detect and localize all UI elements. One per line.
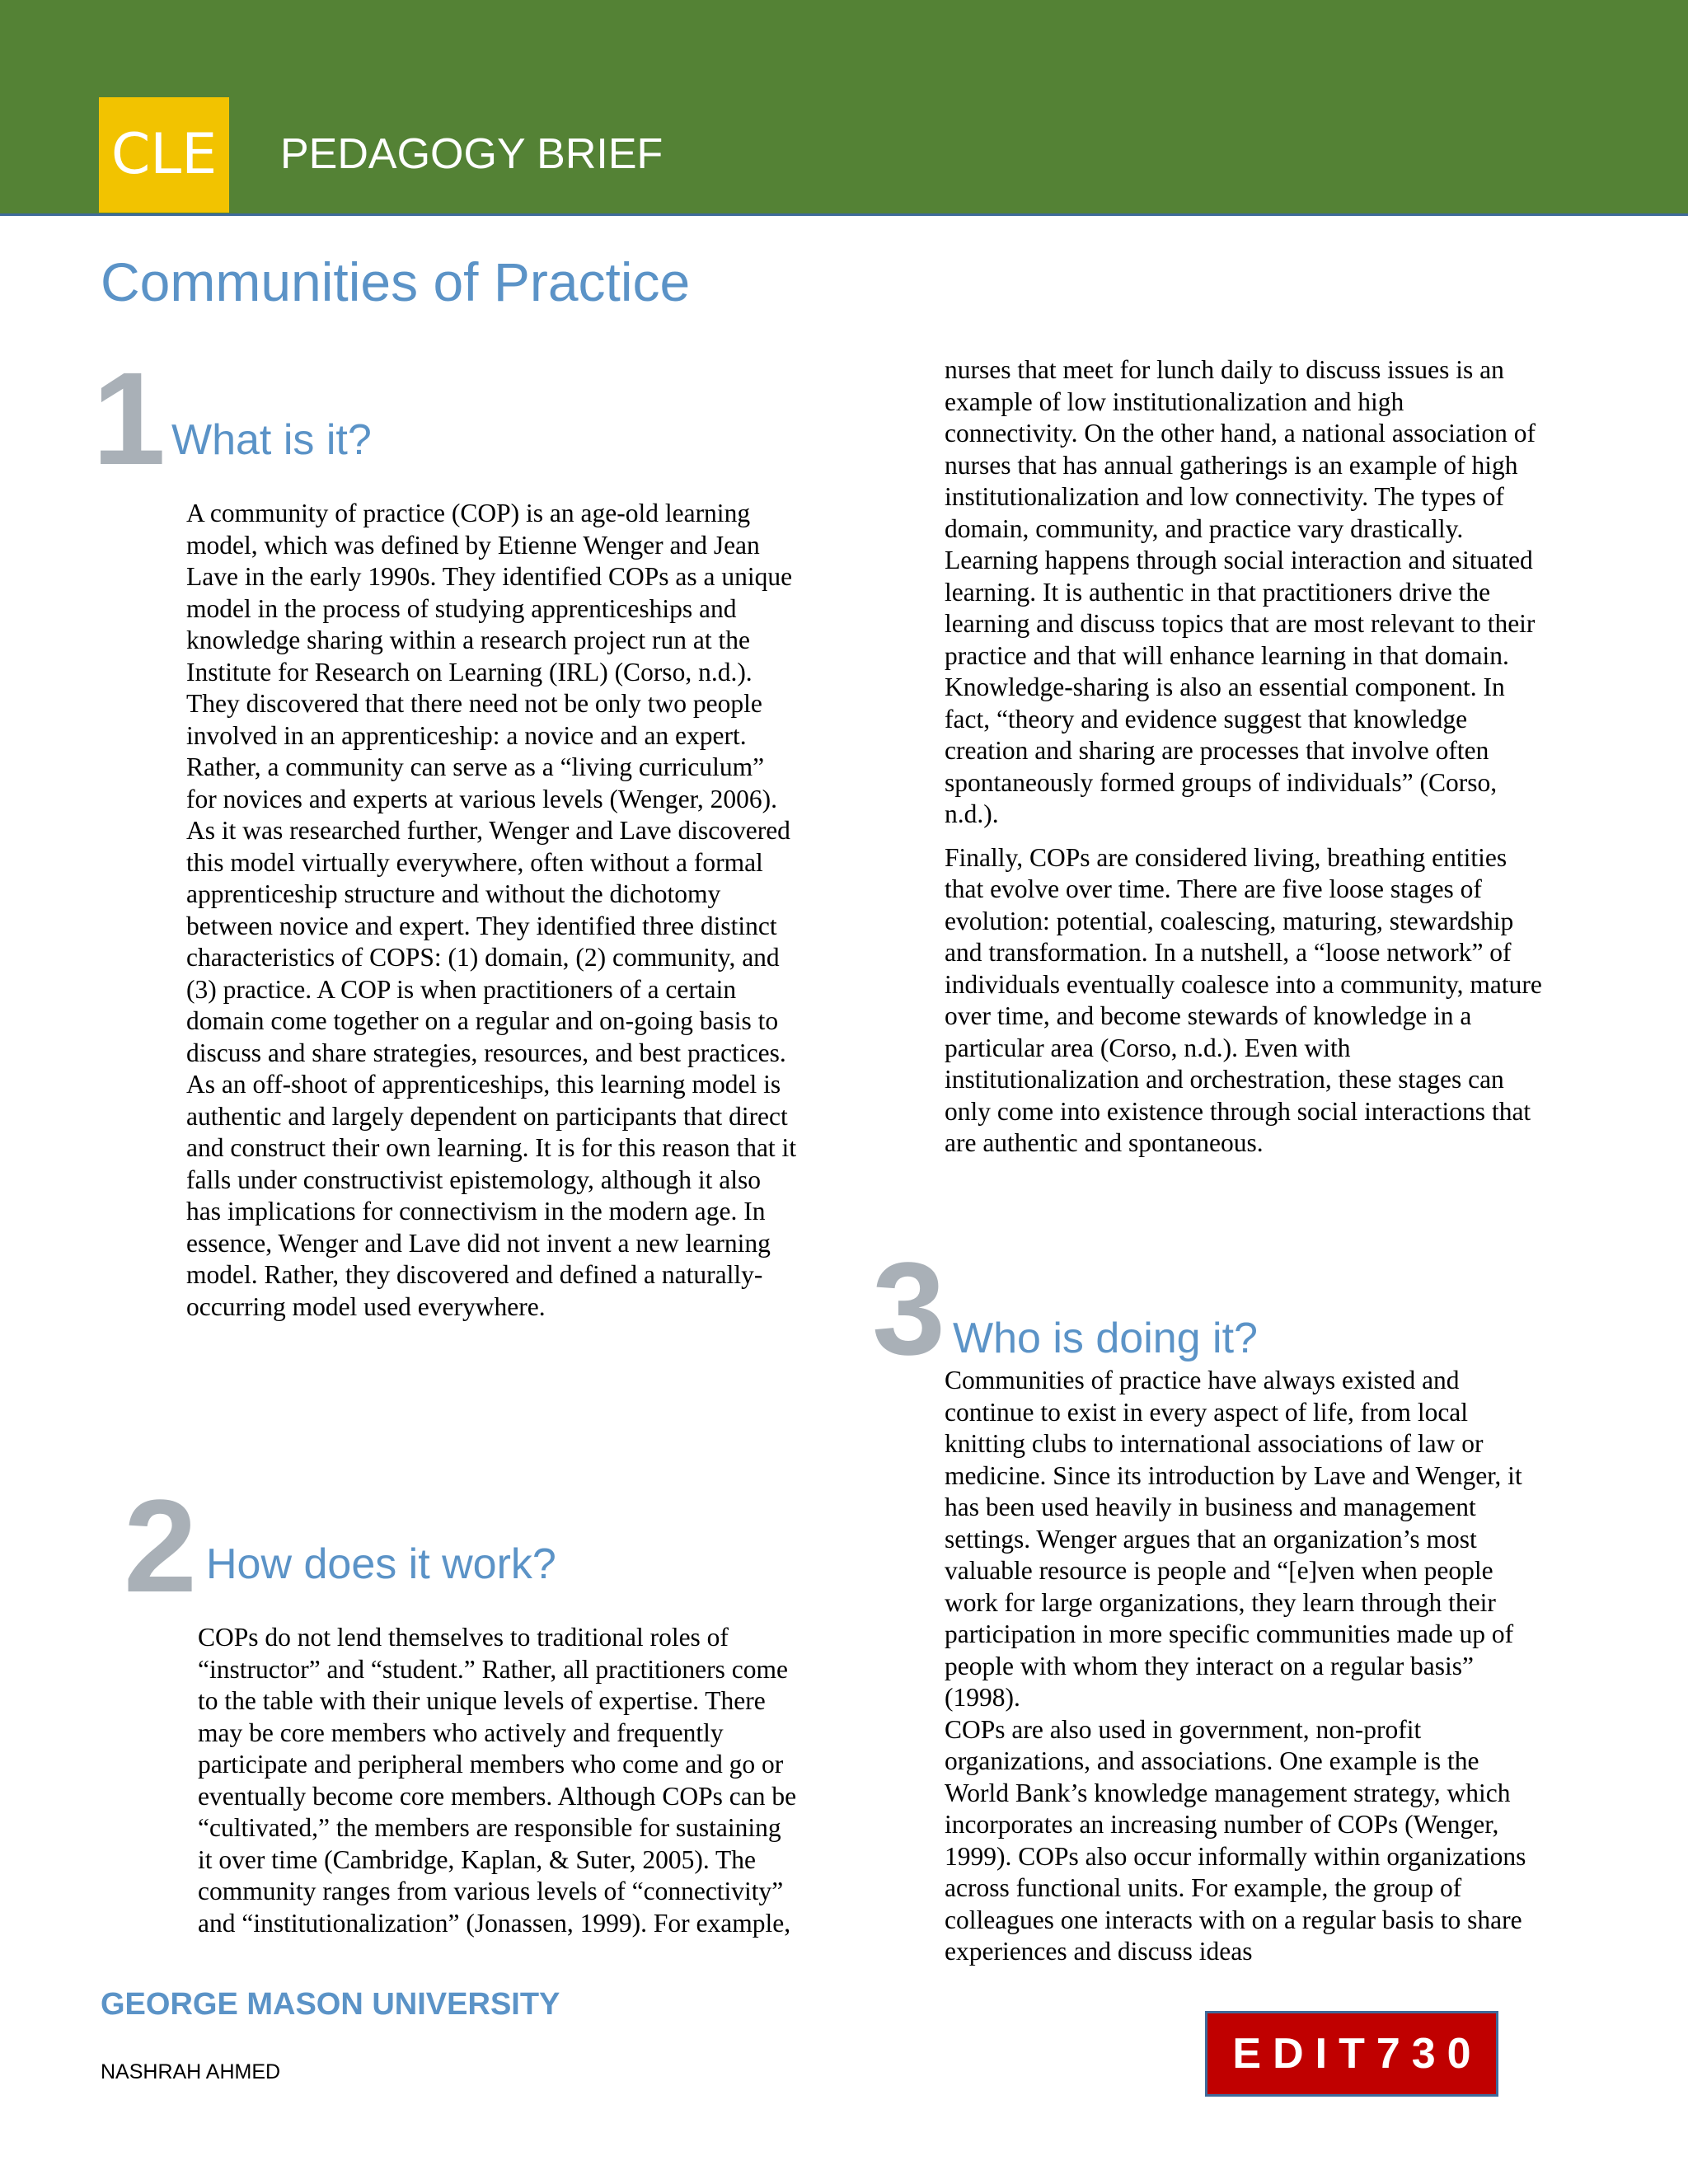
section-heading-2: How does it work? — [206, 1540, 556, 1588]
author-name: NASHRAH AHMED — [101, 2060, 281, 2083]
brief-label: PEDAGOGY BRIEF — [280, 130, 663, 178]
paragraph: Communities of practice have always existed and continue to exist in every aspect of life, from local knitting clubs to international associations of law or medicine. Since its introduction by Lave and Wenger, it has been used heavily in business and management settings. Wenger argues that an organization’s most valuable resource is people and “[e]ven when people work for large organizations, they learn through their participation in more specific communities made up of people with whom they interact on a regular basis” (1998). — [945, 1366, 1522, 1712]
section-2-continued — [945, 354, 1543, 1160]
page-title: Communities of Practice — [101, 251, 691, 312]
course-badge: EDIT730 — [1205, 2011, 1498, 2097]
university-name: GEORGE MASON UNIVERSITY — [101, 1987, 560, 2022]
header-banner — [0, 0, 1688, 216]
paragraph: Finally, COPs are considered living, breathing entities that evolve over time. There are five loose stages of evolution: potential, coalescing, maturing, stewardship and transformation. In a nutshell, a “loose network” of individuals eventually coalesce into a community, mature over time, and become stewards of knowledge in a particular area (Corso, n.d.). Even with institutionalization and orchestration, these stages can only come into existence through social interactions that are authentic and spontaneous. — [945, 842, 1542, 1157]
section-heading-3: Who is doing it? — [953, 1315, 1258, 1362]
section-number-1: 1 — [92, 344, 162, 492]
paragraph: A community of practice (COP) is an age-old learning model, which was defined by Etienne Wenger and Jean Lave in the early 1990s. They identified COPs as a unique model in the process of studying apprenticeships and knowledge sharing within a research project run at the Institute for Research on Learning (IRL) (Corso, n.d.). They discovered that there need not be only two people involved in an apprenticeship: a novice and an expert. Rather, a community can serve as a “living curriculum” for novices and experts at various levels (Wenger, 2006). As it was researched further, Wenger and Lave discovered this model virtually everywhere, often without a formal apprenticeship structure and without the dichotomy between novice and expert. They identified three distinct characteristics of COPS: (1) domain, (2) community, and (3) practice. A COP is when practitioners of a certain domain come together on a regular and on-going basis to discuss and share strategies, resources, and best practices. As an off-shoot of apprenticeships, this learning model is authentic and largely dependent on participants that direct and construct their own learning. It is for this reason that it falls under constructivist epistemology, although it also has implications for connectivism in the modern age. In essence, Wenger and Lave did not invent a new learning model. Rather, they discovered and defined a naturally-occurring model used everywhere. — [186, 499, 797, 1321]
section-heading-1: What is it? — [171, 416, 372, 464]
section-3-body — [945, 1365, 1543, 1968]
section-number-2: 2 — [124, 1472, 194, 1619]
cle-logo: CLE — [99, 97, 229, 213]
paragraph: nurses that meet for lunch daily to discuss issues is an example of low institutionalization and high connectivity. On the other hand, a national association of nurses that has annual gatherings is an example of high institutionalization and low connectivity. The types of domain, community, and practice vary drastically. Learning happens through social interaction and situated learning. It is authentic in that practitioners drive the learning and discuss topics that are most relevant to their practice and that will enhance learning in that domain. Knowledge-sharing is also an essential component. In fact, “theory and evidence suggest that knowledge creation and sharing are processes that involve often spontaneously formed groups of individuals” (Corso, n.d.). — [945, 355, 1536, 828]
section-number-3: 3 — [872, 1235, 942, 1382]
section-2-body — [198, 1622, 798, 1939]
section-1-body — [186, 498, 798, 1323]
paragraph: COPs are also used in government, non-profit organizations, and associations. One example is the World Bank’s knowledge management strategy, which incorporates an increasing number of COPs (Wenger, 1999). COPs also occur informally within organizations across functional units. For example, the group of colleagues one interacts with on a regular basis to share experiences and discuss ideas — [945, 1714, 1526, 1966]
paragraph: COPs do not lend themselves to traditional roles of “instructor” and “student.” Rather, all practitioners come to the table with their unique levels of expertise. There may be core members who actively and frequently participate and peripheral members who come and go or eventually become core members. Although COPs can be “cultivated,” the members are responsible for sustaining it over time (Cambridge, Kaplan, & Suter, 2005). The community ranges from various levels of “connectivity” and “institutionalization” (Jonassen, 1999). For example, — [198, 1623, 797, 1938]
